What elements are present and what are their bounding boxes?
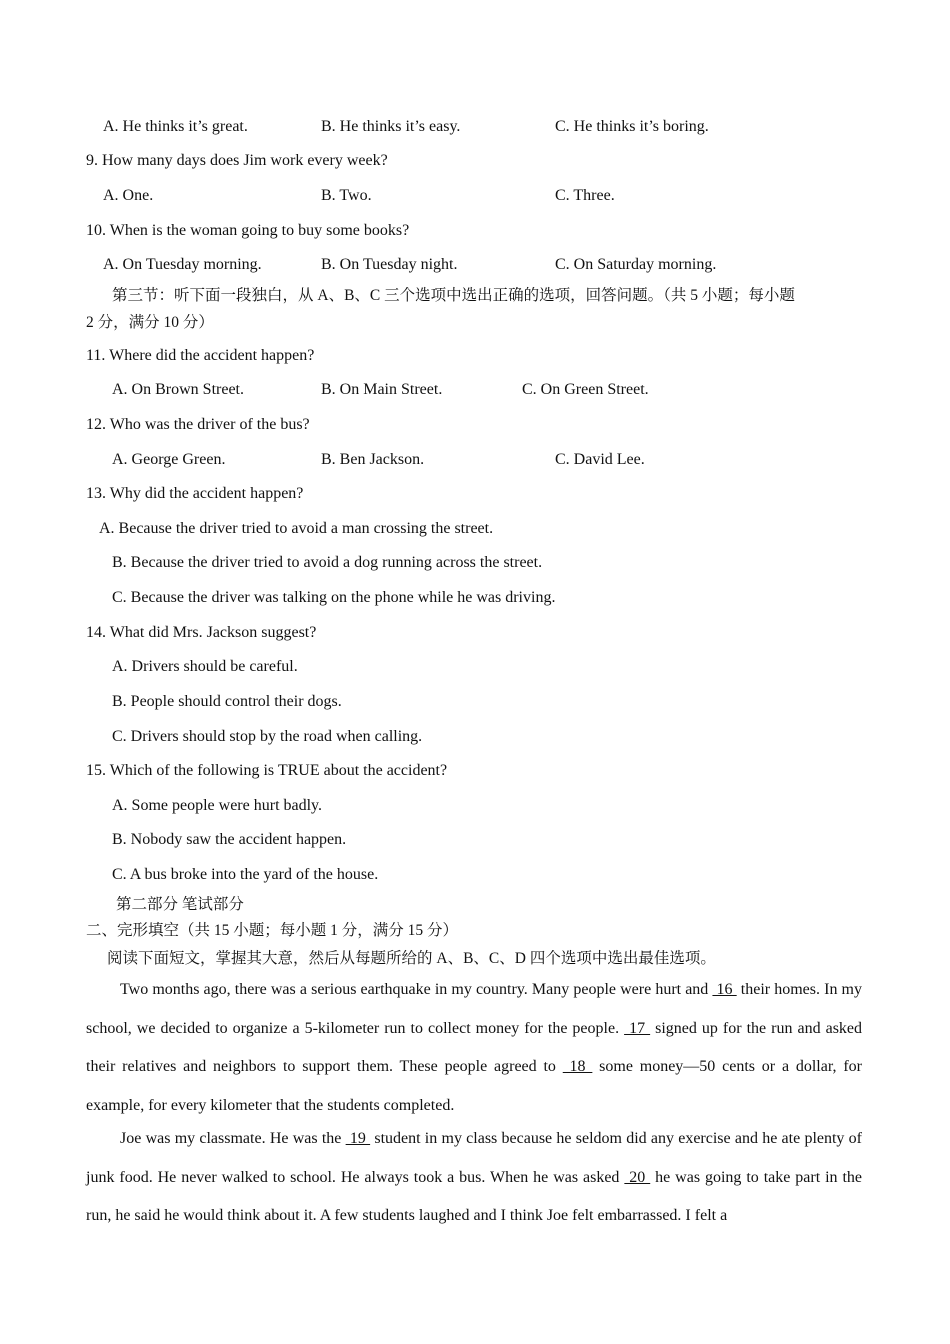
q14-option-a: A. Drivers should be careful. [112, 658, 298, 675]
blank-18: 18 [562, 1058, 593, 1075]
q9-question: 9. How many days does Jim work every week? [86, 152, 388, 169]
q8-option-c: C. He thinks it’s boring. [555, 118, 709, 135]
passage-text: signed up for the run and asked their relatives and neighbors to support them. These people agreed to [86, 1019, 863, 1075]
q10-option-c: C. On Saturday morning. [555, 256, 717, 273]
q12-option-a: A. George Green. [112, 451, 226, 468]
q15-option-b: B. Nobody saw the accident happen. [112, 831, 347, 848]
passage-text: student in my class because he seldom did any exercise and he ate plenty of junk food. He never walked to school. He always took a bus. When he was asked [86, 1130, 863, 1186]
q9-option-c: C. Three. [555, 187, 615, 204]
q11-option-b: B. On Main Street. [321, 381, 443, 398]
q11-option-a: A. On Brown Street. [112, 381, 244, 398]
blank-17: 17 [624, 1019, 651, 1037]
blank-20: 20 [624, 1168, 651, 1186]
cloze-section-title: 二、完形填空（共 15 小题；每小题 1 分，满分 15 分） [86, 922, 459, 939]
q15-option-c: C. A bus broke into the yard of the house. [112, 866, 379, 883]
passage-paragraph-1 [86, 971, 862, 1125]
passage-text: their homes. In my school, we decided to organize a 5-kilometer run to collect money for the people. [86, 981, 863, 1037]
q14-option-c: C. Drivers should stop by the road when calling. [112, 728, 423, 745]
passage-text: some money—50 cents or a dollar, for example, for every kilometer that the students completed. [86, 1058, 863, 1114]
q10-option-b: B. On Tuesday night. [321, 256, 458, 273]
q11-option-c: C. On Green Street. [522, 381, 649, 398]
blank-16: 16 [712, 981, 737, 998]
passage-text: Two months ago, there was a serious earthquake in my country. Many people were hurt and [120, 981, 713, 998]
q10-option-a: A. On Tuesday morning. [103, 256, 262, 273]
q10-question: 10. When is the woman going to buy some books? [86, 222, 410, 239]
q14-question: 14. What did Mrs. Jackson suggest? [86, 624, 317, 641]
q13-option-b: B. Because the driver tried to avoid a dog running across the street. [112, 554, 543, 571]
blank-19: 19 [345, 1130, 371, 1147]
section3-instruction-line2: 2 分，满分 10 分） [86, 314, 214, 331]
q13-question: 13. Why did the accident happen? [86, 485, 304, 502]
q9-option-b: B. Two. [321, 187, 372, 204]
cloze-instruction: 阅读下面短文，掌握其大意，然后从每题所给的 A、B、C、D 四个选项中选出最佳选项。 [107, 950, 716, 967]
passage-text: he was going to take part in the run, he said he would think about it. A few students laughed and I think Joe felt embarrassed. I felt a [86, 1168, 863, 1224]
q8-option-a: A. He thinks it’s great. [103, 118, 248, 135]
q15-question: 15. Which of the following is TRUE about the accident? [86, 762, 448, 779]
q13-option-a: A. Because the driver tried to avoid a man crossing the street. [99, 520, 494, 537]
part2-title: 第二部分 笔试部分 [116, 896, 244, 913]
q9-option-a: A. One. [103, 187, 154, 204]
passage-text: Joe was my classmate. He was the [120, 1130, 346, 1147]
q8-option-b: B. He thinks it’s easy. [321, 118, 461, 135]
section3-instruction-line1: 第三节：听下面一段独白，从 A、B、C 三个选项中选出正确的选项，回答问题。（共 5 小题；每小题 [112, 287, 795, 304]
q12-option-c: C. David Lee. [555, 451, 645, 468]
q12-question: 12. Who was the driver of the bus? [86, 416, 310, 433]
q13-option-c: C. Because the driver was talking on the phone while he was driving. [112, 589, 556, 606]
q11-question: 11. Where did the accident happen? [86, 347, 315, 364]
q12-option-b: B. Ben Jackson. [321, 451, 425, 468]
q15-option-a: A. Some people were hurt badly. [112, 797, 323, 814]
q14-option-b: B. People should control their dogs. [112, 693, 342, 710]
passage-paragraph-2 [86, 1120, 862, 1236]
